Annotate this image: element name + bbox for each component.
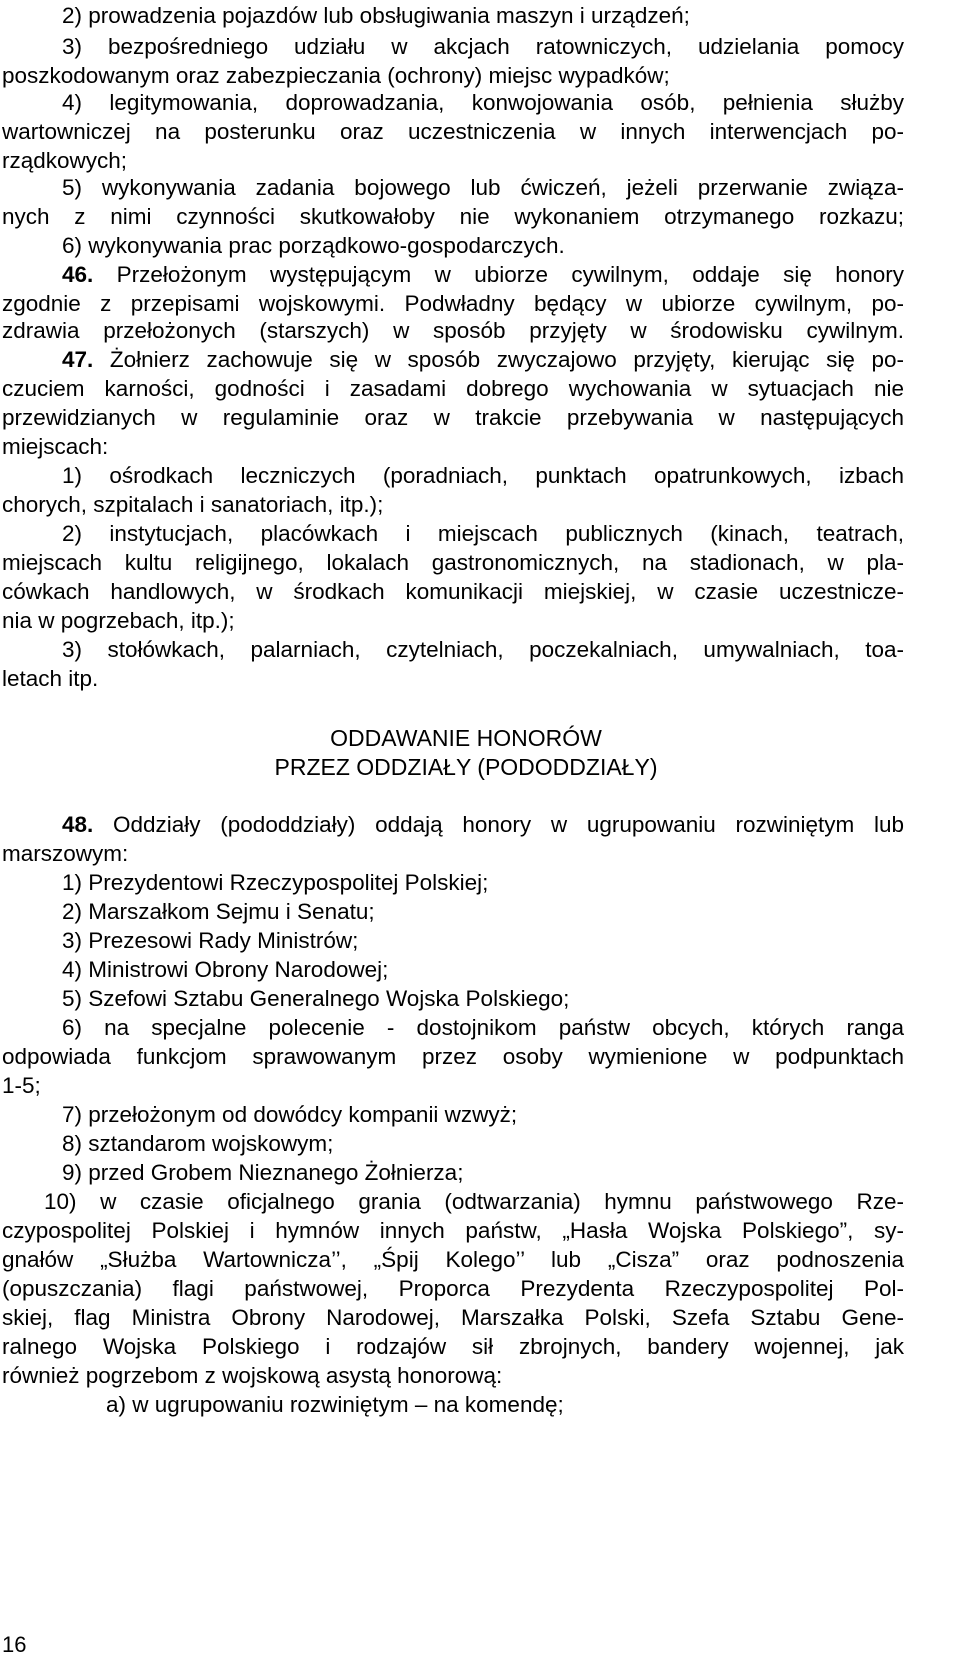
section-heading: ODDAWANIE HONORÓW [330, 725, 602, 751]
list-item: 3) bezpośredniego udziału w akcjach ratowniczych, udzielania pomocy [62, 34, 904, 59]
text-line: chorych, szpitalach i sanatoriach, itp.); [2, 492, 384, 517]
text-line: miejscach: [2, 434, 109, 459]
list-item: 2) prowadzenia pojazdów lub obsługiwania maszyn i urządzeń; [62, 3, 690, 28]
list-item: 5) wykonywania zadania bojowego lub ćwiczeń, jeżeli przerwanie związa- [62, 175, 904, 200]
text-line: marszowym: [2, 841, 129, 866]
list-item: 9) przed Grobem Nieznanego Żołnierza; [62, 1160, 464, 1185]
text-line: miejscach kultu religijnego, lokalach gastronomicznych, na stadionach, w pla- [2, 550, 904, 575]
paragraph-48-line: 48. Oddziały (pododdziały) oddają honory w ugrupowaniu rozwiniętym lub [62, 812, 904, 837]
text-line: cówkach handlowych, w środkach komunikacji miejskiej, w czasie uczestnicze- [2, 579, 904, 604]
text-line: nych z nimi czynności skutkowałoby nie wykonaniem otrzymanego rozkazu; [2, 204, 904, 229]
paragraph-number: 47. [62, 347, 94, 372]
list-item: 4) Ministrowi Obrony Narodowej; [62, 957, 389, 982]
text-line: wartowniczej na posterunku oraz uczestniczenia w innych interwencjach po- [2, 119, 904, 144]
list-item: 3) stołówkach, palarniach, czytelniach, poczekalniach, umywalniach, toa- [62, 637, 904, 662]
list-item: 4) legitymowania, doprowadzania, konwojowania osób, pełnienia służby [62, 90, 904, 115]
list-item: 8) sztandarom wojskowym; [62, 1131, 334, 1156]
paragraph-number: 48. [62, 812, 94, 837]
text-line: ralnego Wojska Polskiego i rodzajów sił zbrojnych, bandery wojennej, jak [2, 1334, 904, 1359]
text-line: (opuszczania) flagi państwowej, Proporca Prezydenta Rzeczypospolitej Pol- [2, 1276, 904, 1301]
list-item: 2) Marszałkom Sejmu i Senatu; [62, 899, 375, 924]
paragraph-46-line: 46. Przełożonym występującym w ubiorze cywilnym, oddaje się honory [62, 262, 904, 287]
text-line: 1-5; [2, 1073, 41, 1098]
list-item: 1) ośrodkach leczniczych (poradniach, punktach opatrunkowych, izbach [62, 463, 904, 488]
text-line: gnałów „Służba Wartownicza’’, „Śpij Kolego’’ lub „Cisza” oraz podnoszenia [2, 1247, 904, 1272]
text-line: rządkowych; [2, 148, 128, 173]
text-line: zdrawia przełożonych (starszych) w sposób przyjęty w środowisku cywilnym. [2, 318, 904, 343]
page-number: 16 [2, 1632, 27, 1657]
text-line: poszkodowanym oraz zabezpieczania (ochrony) miejsc wypadków; [2, 63, 670, 88]
section-heading: PRZEZ ODDZIAŁY (PODODDZIAŁY) [274, 754, 658, 780]
paragraph-number: 46. [62, 262, 94, 287]
text-line: również pogrzebom z wojskową asystą honorową: [2, 1363, 503, 1388]
list-item: 3) Prezesowi Rady Ministrów; [62, 928, 359, 953]
text-line: czuciem karności, godności i zasadami dobrego wychowania w sytuacjach nie [2, 376, 904, 401]
text-line: odpowiada funkcjom sprawowanym przez osoby wymienione w podpunktach [2, 1044, 904, 1069]
text-line: skiej, flag Ministra Obrony Narodowej, Marszałka Polski, Szefa Sztabu Gene- [2, 1305, 904, 1330]
list-item: 7) przełożonym od dowódcy kompanii wzwyż; [62, 1102, 518, 1127]
list-item: 6) na specjalne polecenie - dostojnikom państw obcych, których ranga [62, 1015, 904, 1040]
list-item: 5) Szefowi Sztabu Generalnego Wojska Polskiego; [62, 986, 570, 1011]
text-line: letach itp. [2, 666, 99, 691]
list-item: 10) w czasie oficjalnego grania (odtwarzania) hymnu państwowego Rze- [44, 1189, 904, 1214]
list-item: 6) wykonywania prac porządkowo-gospodarczych. [62, 233, 565, 258]
text-line: nia w pogrzebach, itp.); [2, 608, 235, 633]
text-line: czypospolitej Polskiej i hymnów innych państw, „Hasła Wojska Polskiego”, sy- [2, 1218, 904, 1243]
list-item: 2) instytucjach, placówkach i miejscach publicznych (kinach, teatrach, [62, 521, 904, 546]
text-line: zgodnie z przepisami wojskowymi. Podwładny będący w ubiorze cywilnym, po- [2, 291, 904, 316]
list-item: 1) Prezydentowi Rzeczypospolitej Polskiej; [62, 870, 489, 895]
text-line: przewidzianych w regulaminie oraz w trakcie przebywania w następujących [2, 405, 904, 430]
list-item: a) w ugrupowaniu rozwiniętym – na komendę; [106, 1392, 564, 1417]
paragraph-47-line: 47. Żołnierz zachowuje się w sposób zwyczajowo przyjęty, kierując się po- [62, 347, 904, 372]
